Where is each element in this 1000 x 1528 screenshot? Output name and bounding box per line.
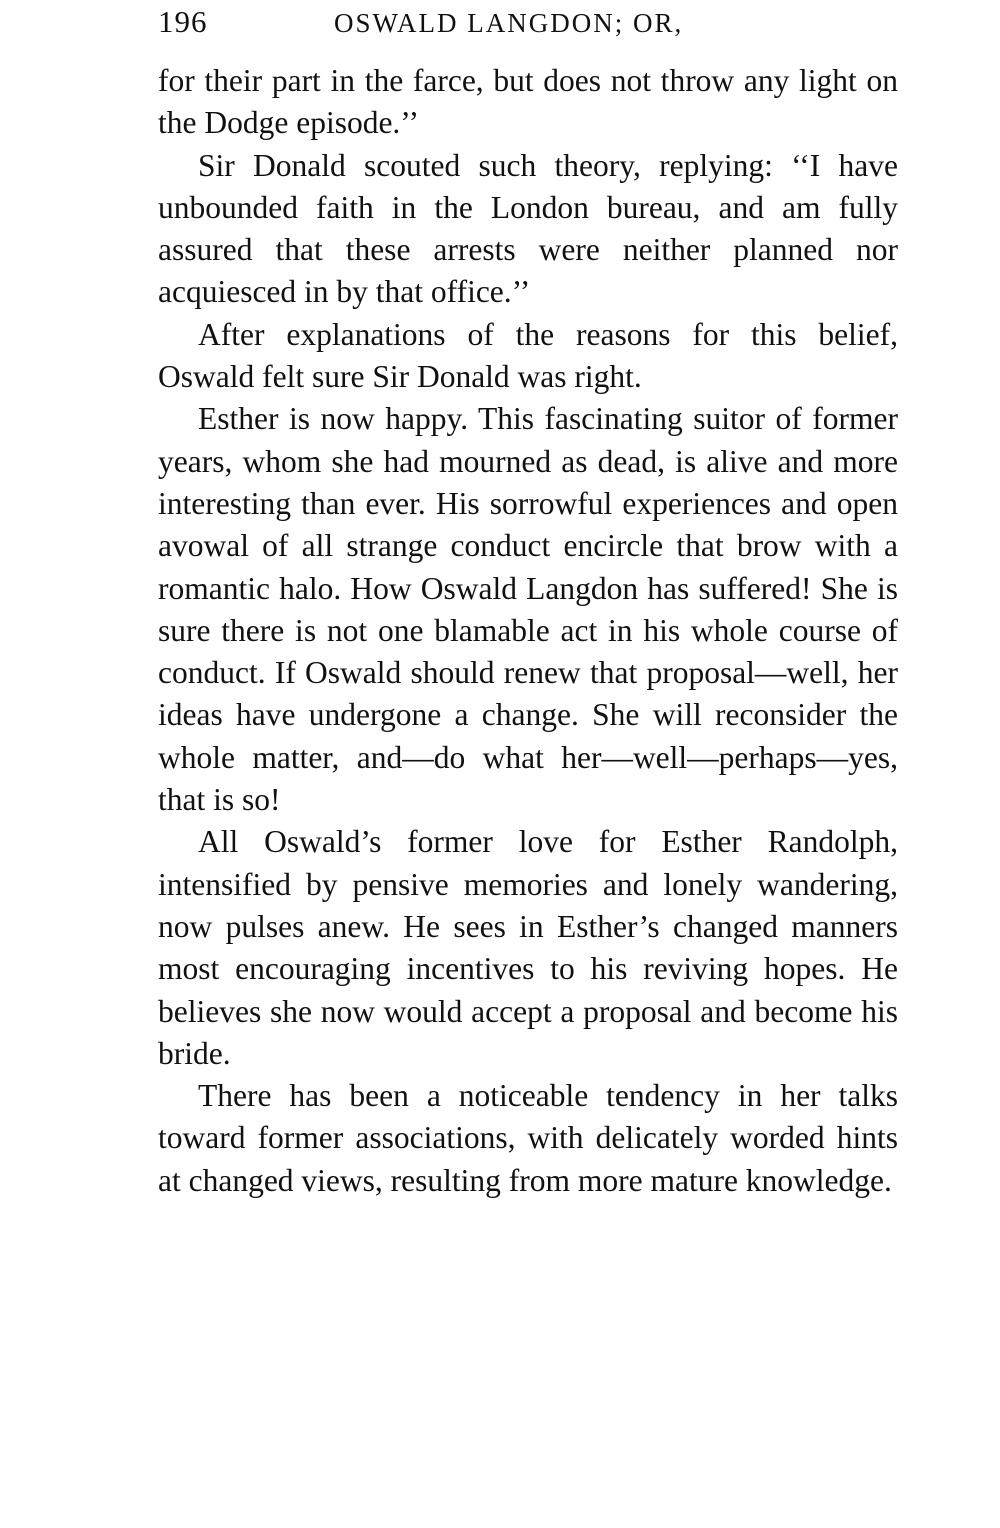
paragraph-sir-donald-reply: Sir Donald scouted such theory, replying: ‘‘I have unbounded faith in the London bureau, and am fully assured that these arrests were neither planned nor acquiesced in by that office.’’ <box>158 147 898 310</box>
body-text <box>158 60 898 1202</box>
paragraph-noticeable-tendency: There has been a noticeable tendency in her talks toward former associations, with delicately worded hints at changed views, resulting from more mature knowledge. <box>158 1078 898 1198</box>
paragraph-esther-happy: Esther is now happy. This fascinating suitor of former years, whom she had mourned as dead, is alive and more interesting than ever. His sorrowful experiences and open avowal of all strange conduct encircle that brow with a romantic halo. How Oswald Langdon has suffered! She is sure there is not one blamable act in his whole course of conduct. If Oswald should renew that proposal—well, her ideas have undergone a change. She will reconsider the whole matter, and—do what her—well—perhaps—yes, that is so! <box>158 401 898 818</box>
page-header <box>158 4 898 54</box>
paragraph-continued: for their part in the farce, but does not throw any light on the Dodge episode.’’ <box>158 63 898 141</box>
paragraph-oswald-love: All Oswald’s former love for Esther Randolph, intensified by pensive memories and lonely wandering, now pulses anew. He sees in Esther’s changed manners most encouraging incentives to his reviving hopes. He believes she now would accept a proposal and become his bride. <box>158 824 898 1071</box>
page-number: 196 <box>158 4 208 39</box>
running-title: OSWALD LANGDON; OR, <box>334 8 684 38</box>
paragraph-explanations: After explanations of the reasons for this belief, Oswald felt sure Sir Donald was right. <box>158 316 898 395</box>
